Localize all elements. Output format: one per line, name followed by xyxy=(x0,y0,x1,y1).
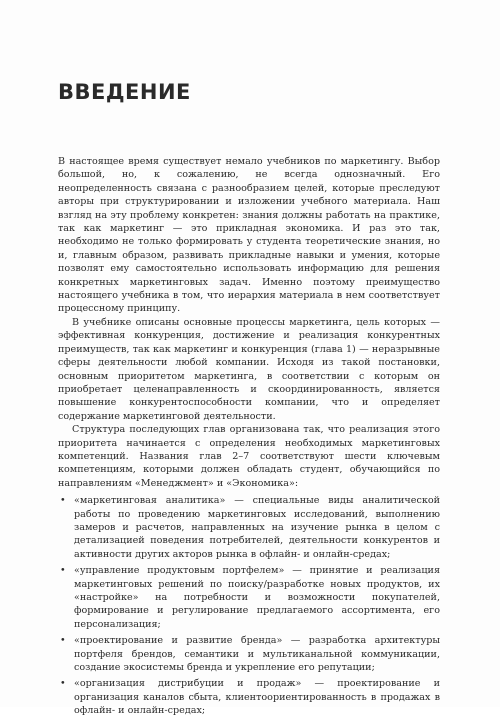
paragraph: Структура последующих глав организована так, что реализация этого приоритета начинается с определения необходимых маркетинговых компетенций. Названия глав 2–7 соответствуют шести ключевым компетенциям, которыми должен обладать студент, обучающийся по направлениям «Менеджмент» и «Экономика»: xyxy=(58,424,440,489)
list-item xyxy=(58,677,440,717)
bullet-icon: • xyxy=(60,495,66,507)
paragraph: В учебнике описаны основные процессы маркетинга, цель которых — эффективная конкуренция, достижение и реализация конкурентных преимуществ, так как маркетинг и конкуренция (глава 1) — неразрывные сферы деятельности любой компании. Исходя из такой постановки, основным приоритетом маркетинга, в соответствии с которым он приобретает целенаправленность и скоординированность, является повышение конкурентоспособности компании, что и определяет содержание маркетинговой деятельности. xyxy=(58,316,440,422)
competency-list xyxy=(58,494,440,718)
chapter-heading: ВВЕДЕНИЕ xyxy=(58,80,191,104)
body-text xyxy=(58,155,440,721)
list-item-text: «управление продуктовым портфелем» — принятие и реализация маркетинговых решений по поиску/разработке новых продуктов, их «настройке» на потребности и возможности покупателей, формирование и регулирование предлагаемого ассортимента, его персонализация; xyxy=(74,565,440,630)
list-item-text: «маркетинговая аналитика» — специальные виды аналитической работы по проведению маркетинговых исследований, выполнению замеров и расчетов, направленных на изучение рынка в целом с детализацией поведения потребителей, деятельности конкурентов и активности других акторов рынка в офлайн- и онлайн-средах; xyxy=(74,495,440,560)
bullet-icon: • xyxy=(60,678,66,690)
bullet-icon: • xyxy=(60,565,66,577)
list-item xyxy=(58,634,440,674)
list-item xyxy=(58,564,440,631)
paragraph: В настоящее время существует немало учебников по маркетингу. Выбор большой, но, к сожалению, не всегда однозначный. Его неопределенность связана с разнообразием целей, которые преследуют авторы при структурировании и изложении учебного материала. Наш взгляд на эту проблему конкретен: знания должны работать на практике, так как маркетинг — это прикладная экономика. И раз это так, необходимо не только формировать у студента теоретические знания, но и, главным образом, развивать прикладные навыки и умения, которые позволят ему самостоятельно использовать информацию для решения конкретных маркетинговых задач. Именно поэтому преимущество настоящего учебника в том, что иерархия материала в нем соответствует процессному принципу. xyxy=(58,156,440,315)
list-item-text: «организация дистрибуции и продаж» — проектирование и организация каналов сбыта, клиентоориентированность в продажах в офлайн- и онлайн-средах; xyxy=(74,678,440,717)
bullet-icon: • xyxy=(60,635,66,647)
list-item xyxy=(58,494,440,561)
list-item-text: «проектирование и развитие бренда» — разработка архитектуры портфеля брендов, семантики и мультиканальной коммуникации, создание экосистемы бренда и укрепление его репутации; xyxy=(74,635,440,674)
